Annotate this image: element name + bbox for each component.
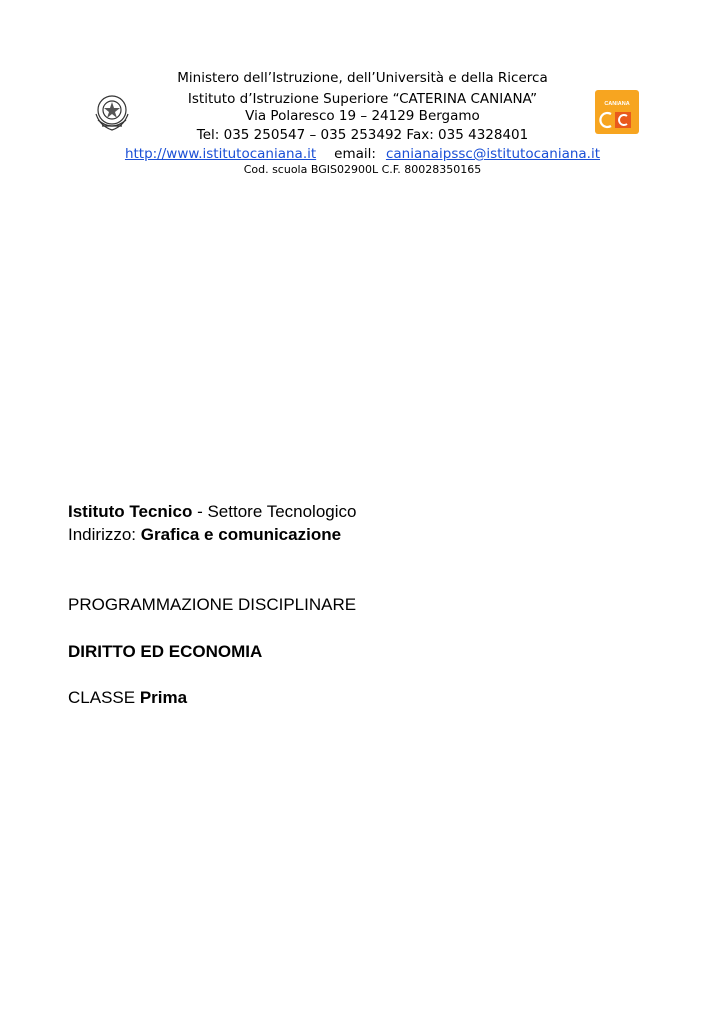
institute-type-bold: Istituto Tecnico — [68, 502, 193, 521]
website-link[interactable]: http://www.istitutocaniana.it — [124, 146, 317, 162]
institute-sector: - Settore Tecnologico — [192, 502, 357, 521]
programming-heading: PROGRAMMAZIONE DISCIPLINARE — [68, 595, 357, 614]
institute-name: Istituto d’Istruzione Superiore “CATERINA CANIANA” — [187, 91, 538, 107]
letterhead — [80, 66, 645, 178]
caniana-logo-icon — [595, 90, 639, 134]
school-codes: Cod. scuola BGIS02900L C.F. 80028350165 — [243, 163, 482, 176]
class-label: CLASSE — [68, 688, 140, 707]
address-field — [68, 525, 341, 545]
contacts-line — [80, 146, 645, 162]
class-value: Prima — [139, 688, 188, 707]
address-value: Grafica e comunicazione — [140, 525, 342, 544]
address-label: Indirizzo: — [68, 525, 141, 544]
phone-line: Tel: 035 250547 – 035 253492 Fax: 035 4328401 — [196, 127, 529, 143]
institute-type — [68, 502, 356, 522]
address-line: Via Polaresco 19 – 24129 Bergamo — [245, 108, 480, 124]
email-label: email: — [334, 146, 376, 162]
subject-heading: DIRITTO ED ECONOMIA — [68, 642, 263, 661]
email-link[interactable]: canianaipssc@istitutocaniana.it — [385, 146, 601, 162]
class-line — [68, 688, 187, 708]
svg-text:CANIANA: CANIANA — [604, 101, 630, 107]
ministry-line: Ministero dell’Istruzione, dell’Università e della Ricerca — [177, 70, 548, 86]
